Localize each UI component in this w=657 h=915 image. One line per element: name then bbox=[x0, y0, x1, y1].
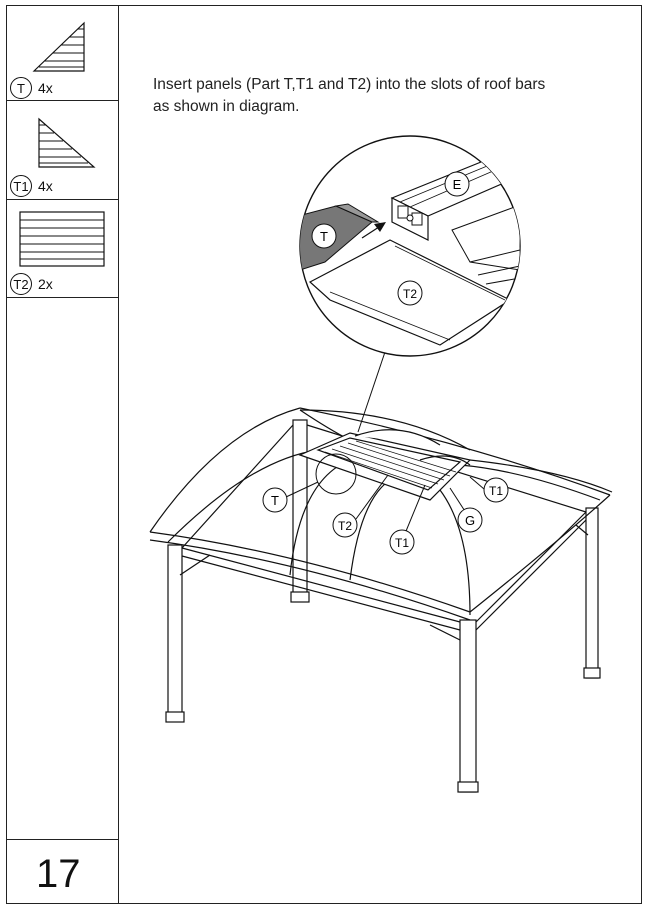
detail-label-t: T bbox=[320, 229, 328, 244]
part-t2-id: T2 bbox=[10, 273, 32, 295]
instruction-line-2: as shown in diagram. bbox=[153, 98, 300, 115]
detail-leader-line bbox=[358, 352, 385, 432]
part-t2-qty: 2x bbox=[38, 276, 53, 292]
detail-view bbox=[298, 136, 520, 356]
part-t-qty: 4x bbox=[38, 80, 53, 96]
detail-label-t2: T2 bbox=[402, 287, 418, 301]
label-t: T bbox=[271, 493, 279, 508]
part-t1-id: T1 bbox=[10, 175, 32, 197]
gazebo-drawing bbox=[150, 408, 612, 792]
label-t1-right: T1 bbox=[488, 484, 504, 498]
page-number: 17 bbox=[36, 852, 81, 896]
part-t-id: T bbox=[10, 77, 32, 99]
instruction-line-1: Insert panels (Part T,T1 and T2) into the slots of roof bars bbox=[153, 76, 546, 93]
label-t1-front: T1 bbox=[394, 536, 410, 550]
label-g: G bbox=[464, 513, 476, 528]
part-t1-qty: 4x bbox=[38, 178, 53, 194]
label-t2: T2 bbox=[337, 519, 353, 533]
detail-label-e: E bbox=[452, 177, 462, 192]
